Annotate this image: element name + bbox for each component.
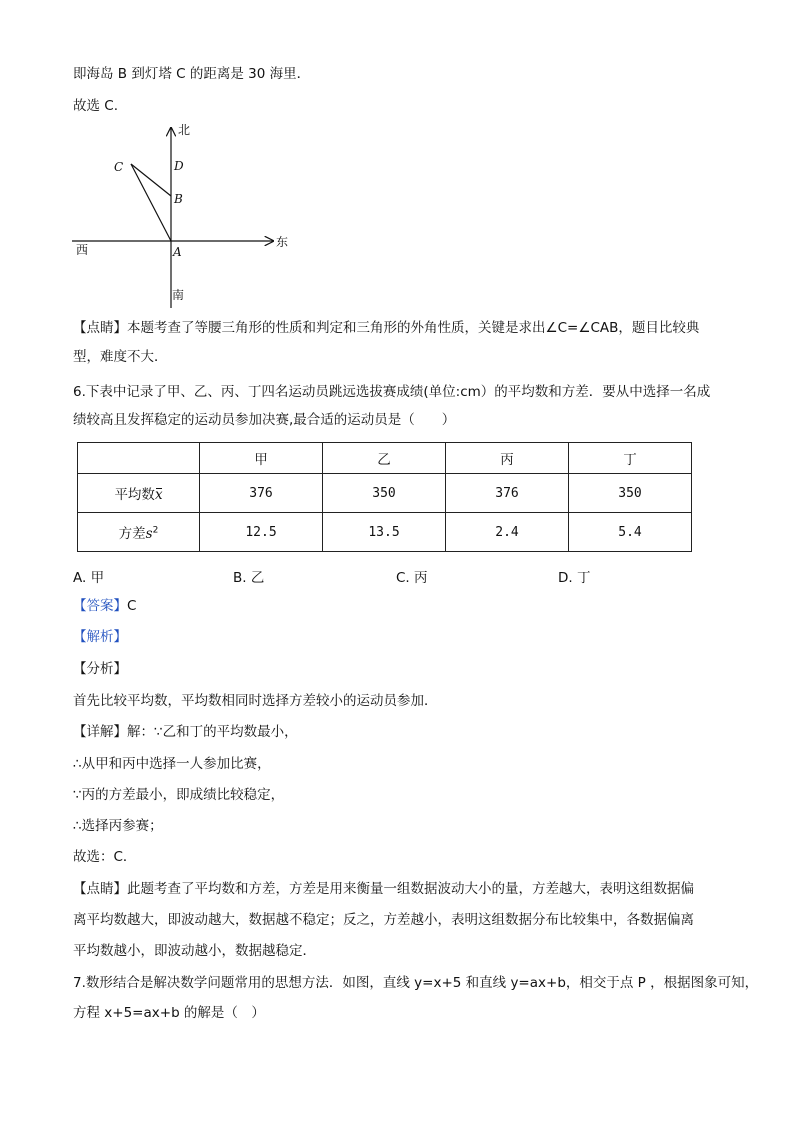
fenxi-text: 首先比较平均数，平均数相同时选择方差较小的运动员参加． <box>73 693 438 709</box>
q5-comment-line-1: 【点睛】本题考查了等腰三角形的性质和判定和三角形的外角性质，关键是求出∠C=∠CAB，题目比较典 <box>73 320 700 336</box>
comment-line-3: 平均数越小，即波动越小，数据越稳定． <box>73 943 316 959</box>
table-cell: 13.5 <box>323 513 446 552</box>
detail-line-3: ∵丙的方差最小，即成绩比较稳定， <box>73 787 285 803</box>
mean-label-cell: 平均数x <box>78 474 200 513</box>
score-table <box>77 442 692 552</box>
direction-diagram <box>68 118 298 313</box>
q6-stem-line-2: 绩较高且发挥稳定的运动员参加决赛,最合适的运动员是（ ） <box>73 412 456 428</box>
label-a: A <box>173 245 182 259</box>
table-header-cell: 乙 <box>323 443 446 474</box>
fenxi-tag: 【分析】 <box>73 661 127 677</box>
q5-comment-line-2: 型，难度不大． <box>73 349 168 365</box>
q7-stem-line-2: 方程 x+5=ax+b 的解是（ ） <box>73 1005 265 1021</box>
detail-line-5: 故选：C． <box>73 849 137 865</box>
intro-line-1: 即海岛 B 到灯塔 C 的距离是 30 海里． <box>73 66 311 82</box>
table-row <box>78 474 692 513</box>
detail-line-2: ∴从甲和丙中选择一人参加比赛， <box>73 756 271 772</box>
table-header-cell: 甲 <box>200 443 323 474</box>
table-cell: 376 <box>200 474 323 513</box>
label-b: B <box>174 192 183 206</box>
table-header-row <box>78 443 692 474</box>
q6-stem-line-1: 6.下表中记录了甲、乙、丙、丁四名运动员跳远选拔赛成绩(单位:cm）的平均数和方差．要从中选择一名成 <box>73 384 711 400</box>
comment-tag: 【点睛】 <box>73 320 127 336</box>
table-header-cell <box>78 443 200 474</box>
answer-tag: 【答案】 <box>73 598 127 614</box>
table-header-cell: 丁 <box>569 443 692 474</box>
table-cell: 350 <box>569 474 692 513</box>
option-c[interactable]: C. 丙 <box>396 570 428 586</box>
table-row <box>78 513 692 552</box>
label-c: C <box>114 160 124 174</box>
option-d[interactable]: D. 丁 <box>558 570 591 586</box>
segment-cb <box>131 164 171 196</box>
option-b[interactable]: B. 乙 <box>233 570 265 586</box>
label-west: 西 <box>76 243 89 257</box>
variance-label-cell: 方差$s^2$ <box>78 513 200 552</box>
option-a[interactable]: A. 甲 <box>73 570 105 586</box>
table-header-cell: 丙 <box>446 443 569 474</box>
comment-line-1: 【点睛】此题考查了平均数和方差，方差是用来衡量一组数据波动大小的量，方差越大，表明这组数据偏 <box>73 881 694 897</box>
answer-line: 【答案】C <box>73 598 137 614</box>
detail-line-1: 【详解】解：∵乙和丁的平均数最小， <box>73 724 298 740</box>
table-cell: 2.4 <box>446 513 569 552</box>
label-d: D <box>174 159 184 173</box>
detail-line-4: ∴选择丙参赛； <box>73 818 163 834</box>
label-south: 南 <box>172 288 185 302</box>
table-cell: 5.4 <box>569 513 692 552</box>
comment-line-2: 离平均数越大，即波动越大，数据越不稳定；反之，方差越小，表明这组数据分布比较集中，各数据偏离 <box>73 912 694 928</box>
table-cell: 350 <box>323 474 446 513</box>
segment-ca <box>131 164 171 241</box>
table-cell: 376 <box>446 474 569 513</box>
table-cell: 12.5 <box>200 513 323 552</box>
analysis-tag: 【解析】 <box>73 629 127 645</box>
q7-stem-line-1: 7.数形结合是解决数学问题常用的思想方法．如图，直线 y=x+5 和直线 y=ax+b，相交于点 P ，根据图象可知， <box>73 975 759 991</box>
intro-line-2: 故选 C. <box>73 98 119 114</box>
label-east: 东 <box>276 235 289 249</box>
label-north: 北 <box>178 123 191 137</box>
